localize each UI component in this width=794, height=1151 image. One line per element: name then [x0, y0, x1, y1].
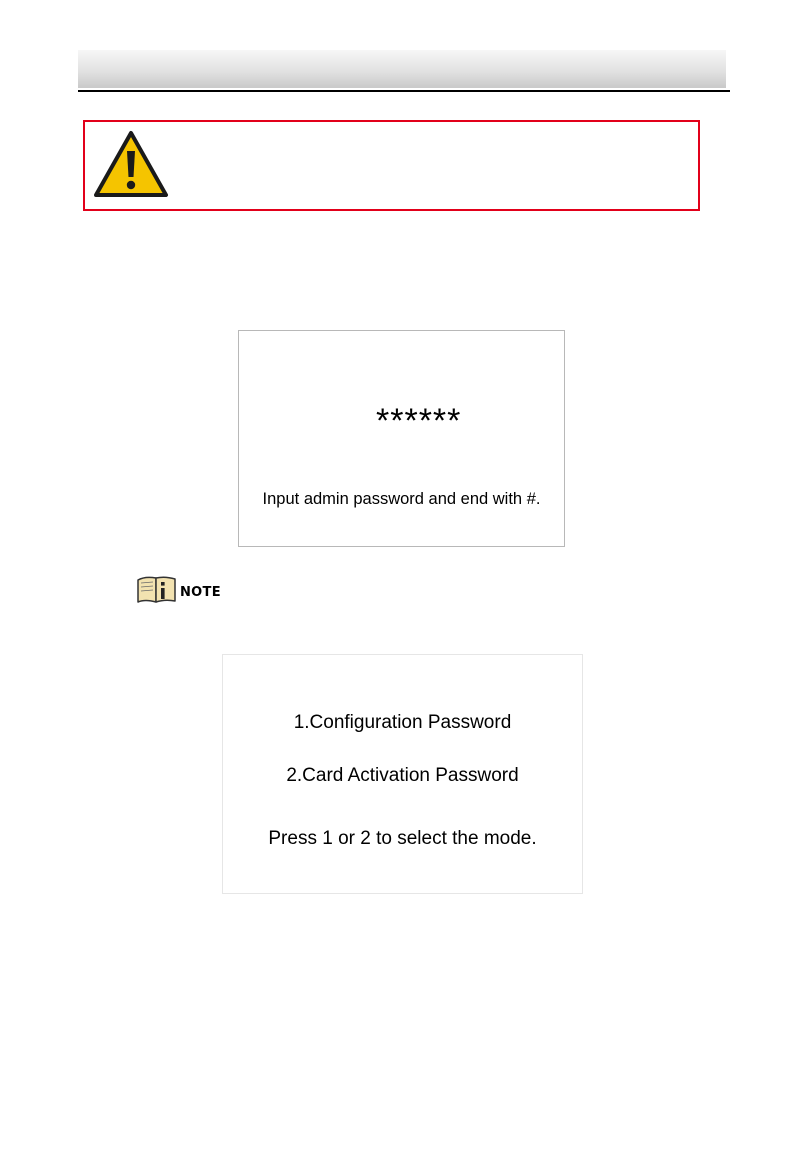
note-text: NOTE — [180, 585, 221, 600]
warning-triangle-icon — [93, 129, 169, 199]
note-book-icon — [135, 573, 179, 604]
page-header-bar — [78, 50, 726, 88]
note-label — [135, 573, 230, 605]
mode-option-card-activation: 2.Card Activation Password — [286, 765, 519, 786]
header-rule — [78, 90, 730, 92]
mode-option-configuration: 1.Configuration Password — [293, 712, 512, 733]
masked-password: ****** — [376, 402, 462, 440]
password-instruction: Input admin password and end with #. — [262, 490, 541, 508]
admin-password-screen — [238, 330, 565, 547]
mode-selection-screen — [222, 654, 583, 894]
mode-prompt: Press 1 or 2 to select the mode. — [268, 828, 537, 849]
warning-box — [83, 120, 700, 211]
